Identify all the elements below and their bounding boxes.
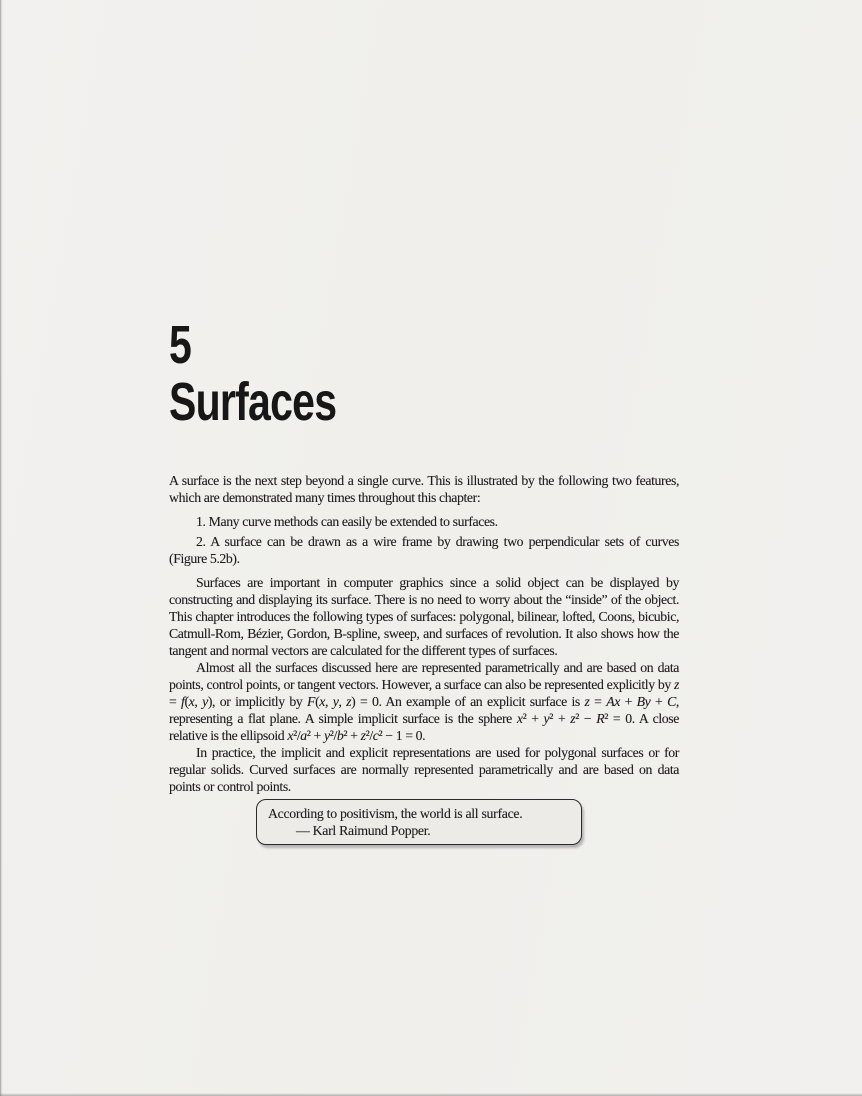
chapter-number: 5 [169,315,192,375]
list-item-2: 2. A surface can be drawn as a wire frame by drawing two perpendicular sets of curves (Figure 5.2b). [169,534,679,566]
chapter-heading [169,317,557,431]
paragraph-practice: In practice, the implicit and explicit representations are used for polygonal surfaces or for regular solids. Curved surfaces are normally represented parametrically and are based on data points or control points. [169,745,679,794]
paragraph-surface-types: Surfaces are important in computer graphics since a solid object can be displayed by constructing and displaying its surface. There is no need to worry about the “inside” of the object. This chapter introduces the following types of surfaces: polygonal, bilinear, lofted, Coons, bicubic, Catmull-Rom, Bézier, Gordon, B-spline, sweep, and surfaces of revolution. It also shows how the tangent and normal vectors are calculated for the different types of surfaces. [169,575,679,658]
list-item-1: 1. Many curve methods can easily be extended to surfaces. [196,514,498,529]
paragraph-representations: Almost all the surfaces discussed here are represented parametrically and are based on data points, control points, or tangent vectors. However, a surface can also be represented explicitly by z = f(x, y), or implicitly by F(x, y, z) = 0. An example of an explicit surface is z = Ax + By + C, representing a flat plane. A simple implicit surface is the sphere x² + y² + z² − R² = 0. A close relative is the ellipsoid x²/a² + y²/b² + z²/c² − 1 = 0. [169,660,679,743]
chapter-title: Surfaces [169,372,337,432]
body-text [169,472,679,845]
page-content [169,317,679,845]
quote-text: According to positivism, the world is all surface. [268,806,523,821]
quote-attribution: — Karl Raimund Popper. [296,823,431,838]
scan-edge-left [0,0,3,1096]
paragraph-intro: A surface is the next step beyond a single curve. This is illustrated by the following two features, which are demonstrated many times throughout this chapter: [169,473,679,505]
quote-box [256,799,582,845]
